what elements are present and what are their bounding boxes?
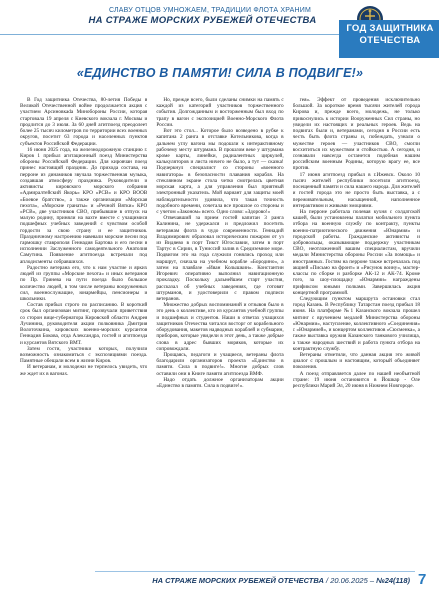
rubric-line-1: ГОД ЗАЩИТНИКА bbox=[346, 23, 434, 34]
rubric-line-2: ОТЕЧЕСТВА bbox=[359, 34, 421, 46]
footer-issue: №24(118) bbox=[376, 576, 410, 585]
article-column-3 bbox=[293, 97, 420, 562]
paragraph: Но, прежде всего, были сделаны снимки на память с каждой из категорий участников торжественного события. Долгожданным и восторженным был вход по трапу в вагон с экспозицией Военно-Морского Флота России. bbox=[156, 97, 284, 128]
paragraph: И ветеранам, и молодежи не терпелось увидеть, что же ждет их в вагонах. bbox=[20, 364, 148, 377]
paragraph: Затем гости, участники которых, получили возможность ознакомиться с экспозициями поезда. Памятные обещали всем в жизни Киров. bbox=[20, 345, 148, 365]
paragraph: Прощаясь, педагоги и учащиеся, ветераны флота благодарили организаторов проекта «Единство в памяти. Сила в подвиге!». Многие добрых слов оставили они в Книге памяти агитпоезда ВМФ. bbox=[156, 351, 284, 377]
article-column-1 bbox=[20, 97, 147, 562]
newspaper-slogan: СЛАВУ ОТЦОВ УМНОЖАЕМ, ТРАДИЦИИ ФЛОТА ХРАНИМ bbox=[108, 7, 312, 14]
rubric-label bbox=[343, 23, 437, 46]
article-body bbox=[20, 97, 420, 562]
page-number: 7 bbox=[418, 571, 427, 588]
page-header bbox=[0, 0, 439, 58]
paragraph: А поезд отправляется далее по нашей необъятной стране: 19 июня остановится в Йошкар - Оле республики Марий Эл, 20 июня в Нижнем Новгороде. bbox=[292, 370, 420, 390]
footer-info: НА СТРАЖЕ МОРСКИХ РУБЕЖЕЙ ОТЕЧЕСТВА / 20.06.2025 – №24(118) bbox=[152, 576, 410, 585]
paragraph: Ветераны отметили, что данная акция это живой диалог с прошлым и настоящим, который объединяет поколения. bbox=[292, 351, 420, 371]
page-footer bbox=[0, 568, 439, 600]
footer-newspaper: НА СТРАЖЕ МОРСКИХ РУБЕЖЕЙ ОТЕЧЕСТВА bbox=[152, 576, 324, 585]
article-column-2 bbox=[156, 97, 283, 562]
paragraph: 16 июня 2025 года, на железнодорожную станцию г. Киров 1 прибыл агитационный поезд Министерства обороны Российской Федерации. Для кировчан поезд принес настоящий праздник. До прихода состава, на перроне из динамиков звучала торжественная музыка, создавшая атмосферу праздника. Руководители и активисты кировского морского собрания «Адмиралтейский Якорь» КРО «РСВ» и КРО ВООВ «Боевое братство», а также организации «Морская пехота», «Морские гранаты» и «Речной Вятки» КРО «РСВ», две участников СВО, прибывшие в отпуск на малую родину, приняли на вахте вместе с учащимися подшефных учебных заведений с чувством особой гордости за свою страну и ее защитников. Праздничному настроению навевали морские песни под гармошку ставрополя Геннадия Бартова и его песни в исполнении Заслуженного самодеятельного Анатолия Самутина. Появление агитпоезда встречали под аплодисменты собравшихся. bbox=[20, 146, 148, 265]
paragraph: гея». Эффект от проведения исключительно большой. За короткое время тысячи жителей города Кирова и, прежде всего, молодежь, не только прикоснулись к истории Вооруженных Сил страны, но увидели их настоящих и реальных героев. Ведь на подвигах были и, ветеранами, сегодня в России есть честь быть флота страны и, побеждать, узнали о мужестве героев — участников СВО, смогли восхититься их мужеством и стойкостью. А сегодня, и сознавали навсегда останется подобная нашим российским военным Родины, которую врагу ее, все против. bbox=[292, 97, 420, 172]
paragraph: Множество добрых воспоминаний и отзывов было в это день о коллективе, кто из курсантов учебной группы и подшефных и студентов. Наши в ответах учащихся защитников Отечества читался восторг от корабельного оборудования, макетов надводных кораблей и субмарин, приборов, которые увидели в этот день, а также добрые слова в адрес бывших моряков, которые их сопровождали. bbox=[156, 302, 284, 352]
paragraph: На перроне работала полевая кухня с солдатской кашей, были установлены палатки мобильного пункта отбора на военную службу по контракту, пункты военно-патриотического движения «Юнармия» и городской работы. Гражданские активисты и добровольцы, оказывающие поддержку участникам СВО, неотложенной вашим специалистам, вручили медали Министерства обороны России «За помощь» и иностранных. Гостям на перроне также встречалась под акцией «Письмо на фронт» и «Рисунок воину», мастер-классы по сборке и разборке АК-12 и АК-74. Кроме того, за шоу-площадку «Юнармии» награждены прификсом юными полками. Завершилась акция концертной программой. bbox=[292, 208, 420, 296]
header-divider bbox=[0, 34, 385, 35]
paragraph: Радостно ветерана его, что к нам участие и ярких людей из группы «Морские пехота» и иных ветеранов по Пр. Гринева на пути поезда было большое количество людей, в том числе ветераны вооруженных сил, военнослужащие, юнармейцы, пенсионеры и школьники. bbox=[20, 264, 148, 302]
paragraph: 17 июня агитпоезд прибыл в г.Ижевск. Около 10 тысяч жителей республики посетили агитпоезд, посещенный памяти и сила нашего народа. Для жителей и гостей города это не просто быть выставка, а с переживательным, насыщенной, наполненное интерактивом и живыми эмоциями. bbox=[292, 171, 420, 209]
paragraph: Состав прибыл строго по расписанию. В короткий срок был организован митинг, прозвучали приветствия со сторон вице-губернатора Кировской области Андрея Лучинина, руководителя акции полковника Дмитрия Волоточкина, кировских военно-морских курсантов Геннадия Бокова, отда Александра, гостей и агитпоезда и курсантов Вятского ВМТ. bbox=[20, 302, 148, 346]
paragraph: В Год защитника Отечества, 80-летия Победы в Великой Отечественной войне продолжается акция с участием Арсиновкаda Минобороны России, которая стартовала 19 апреля с Киевского вокзала г. Москвы и продлится до 3 июля. За 60 дней агитпоезд преодолеет более 25 тысяч километров по территории всех военных округов, посетит 63 города и населенных пунктов субъектов Российской Федерации. bbox=[20, 97, 148, 147]
paragraph: Надо отдать должное организаторам акции «Единство в памяти. Сила в подвиге!». bbox=[156, 376, 284, 390]
footer-divider bbox=[95, 571, 415, 572]
paragraph: Следующим пунктом маршрута остановки стал город Казань. В Республику Татарстан поезд прибыл 18 июня. На платформе №1 Казанского вокзала прошел митинг с вручением медалей Министерства обороны «Юнармии», наступление, коллективного «Соединения» с «Юнармией», и концертом коллективов «Сюсменка», а также выставка оружия Казанского танкового училища, а также народных шествий и работа пункта отбора на контрактную службу. bbox=[292, 296, 420, 352]
paragraph: Вот это стол... Которое было возведено в рубке к капитана 2 ранга в отставке Котельникова, когда в дальнем углу вагона мы подошли к интерактивному рабочему месту штурмана. В прошлом веке у штурмана кроме карты, линейки, радиалентных циркулей, калькуляторов и листа ничего не было, а тут — сказка! Подчеркнул специалист со стороны «военного навигатора» в безопасности плавания корабля. На стеклянном экране стола четко смотрелась цветная морская карта, а для управления был приятный электронный указатель. Мой вариант для защиты моей наблюдательности удивила, что такая точность подобного времени, сочетала все прошлое со стороны и с учетом «Законом» всего. Одно слово: «Здорово!» bbox=[156, 128, 284, 215]
paragraph: Отвечавший за прием гостей капитан 3 ранга Калинина, не удержался и предложил посетить ветеранам флота в чудо современности. Геннадий Владимирович образовал историческим пожаром от уз из Видяево в порт Тикст Югославии, затем в порт Тартус в Сирии, в Туниссий залив в Средиземное море. Подвигом это на года служили гонялись проход или маршрут, сначала на учебном корабле «Бородино», а затем на плавбазе «Иван Колышкин». Константин Игоревич оперативно выполнил навигационную прокладку. Поскольку дальнейшем старт участия, рассказал об учебных заведениях, где готовят штурманов, и удостоверили с правом подписи ветеранов. bbox=[156, 215, 284, 302]
article-headline: «ЕДИНСТВО В ПАМЯТИ! СИЛА В ПОДВИГЕ!» bbox=[76, 66, 364, 80]
footer-date: 20.06.2025 bbox=[330, 576, 368, 585]
newspaper-title: НА СТРАЖЕ МОРСКИХ РУБЕЖЕЙ ОТЕЧЕСТВА bbox=[88, 15, 317, 26]
